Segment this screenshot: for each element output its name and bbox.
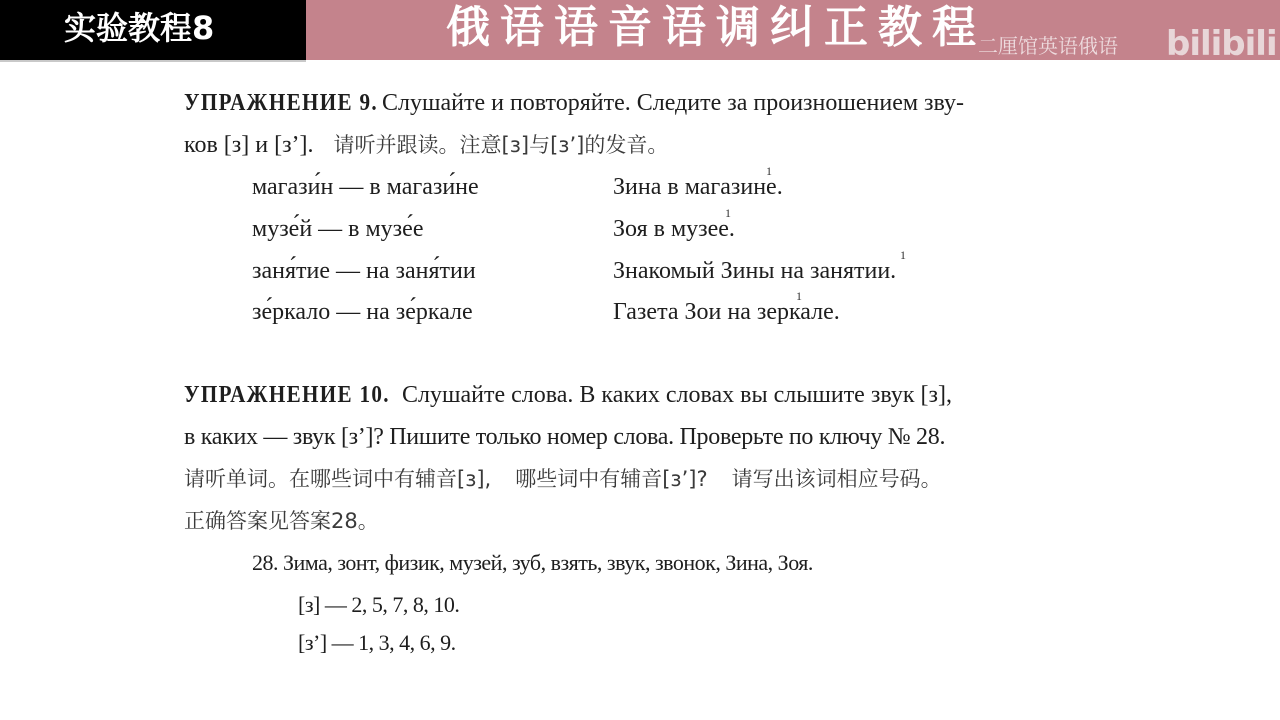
bilibili-logo-icon: bilibili [1166,24,1277,64]
exercise-9-label: УПРАЖНЕНИЕ 9. [184,90,378,116]
lesson-label: 实验教程8 [0,0,306,60]
exercise-9-instruction-2-zh: 请听并跟读。注意[з]与[з’]的发音。 [333,133,669,157]
exercise-9-instruction-1: Слушайте и повторяйте. Следите за произношением зву- [382,90,965,116]
channel-watermark: 二厘馆英语俄语 [978,34,1118,58]
course-title: 俄语语音语调纠正教程 [446,2,986,53]
exercise-10-instruction-1: Слушайте слова. В каких словах вы слышите звук [з], [402,382,952,408]
pair-right: Газета Зои на зеркале. [613,299,840,325]
answer-key-words: 28. Зима, зонт, физик, музей, зуб, взять, звук, звонок, Зина, Зоя. [252,550,813,575]
pair-right: Зоя в музее. [613,216,735,242]
exercise-9-instruction-2-ru: ков [з] и [з’]. [184,132,314,158]
exercise-10-label: УПРАЖНЕНИЕ 10. [184,382,390,408]
pair-left: музе́й — в музе́е [252,216,424,242]
stress-mark: 1 [766,164,772,178]
answer-key-hard-z: [з] — 2, 5, 7, 8, 10. [298,592,460,617]
answer-key-soft-z: [з’] — 1, 3, 4, 6, 9. [298,630,456,655]
exercise-9-heading [184,88,964,118]
exercise-10-instruction-2: в каких — звук [з’]? Пишите только номер слова. Проверьте по ключу № 28. [184,424,946,450]
exercise-9-instruction-row-2 [184,130,668,160]
exercise-10-zh-1a: 请听单词。在哪些词中有辅音[з], [184,467,492,491]
exercise-10-zh-1b: 哪些词中有辅音[з’]? [515,467,708,491]
exercise-10-zh-row-1 [184,464,942,494]
exercise-10-heading [184,380,952,410]
stress-mark: 1 [900,248,906,262]
exercise-10-zh-1c: 请写出该词相应号码。 [731,467,942,491]
pair-left: зе́ркало — на зе́ркале [252,299,473,325]
stress-mark: 1 [725,206,731,220]
pair-left: заня́тие — на заня́тии [252,258,476,284]
stress-mark: 1 [796,289,802,303]
pair-left: магази́н — в магази́не [252,174,479,200]
pair-right: Зина в магазине. [613,174,783,200]
pair-right: Знакомый Зины на занятии. [613,258,897,284]
exercise-10-zh-2: 正确答案见答案28。 [184,509,379,533]
